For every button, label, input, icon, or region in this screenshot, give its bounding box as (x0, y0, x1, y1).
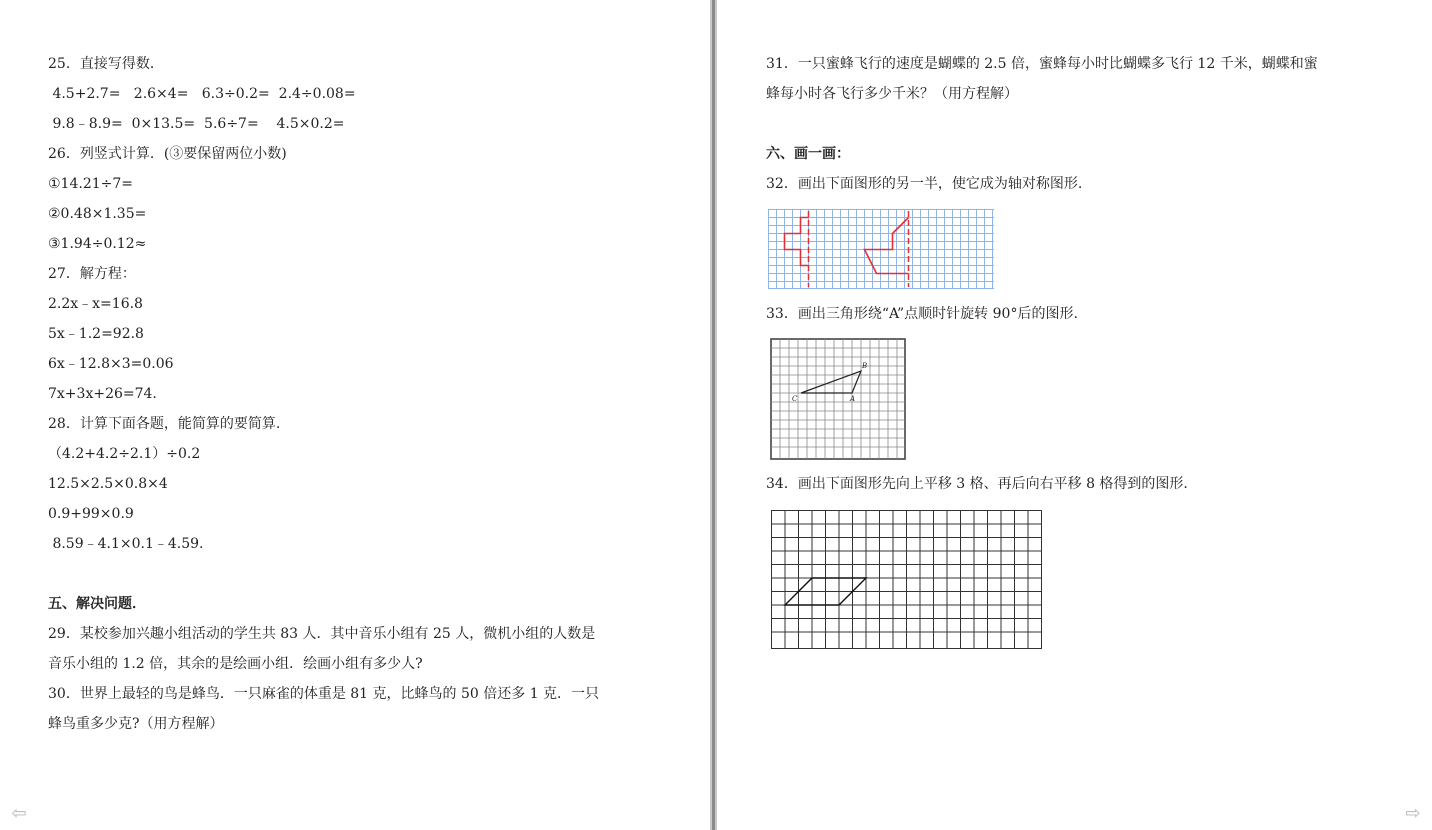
q28-item1: （4.2+4.2÷2.1）÷0.2 (48, 446, 201, 462)
q32-symmetry-figure (768, 209, 994, 289)
q28-title: 28．计算下面各题，能简算的要简算. (48, 416, 281, 432)
q30-line2: 蜂鸟重多少克?（用方程解） (48, 716, 224, 732)
q29-line1: 29．某校参加兴趣小组活动的学生共 83 人．其中音乐小组有 25 人，微机小组的人数是 (48, 626, 596, 642)
q28-item4: 8.59﹣4.1×0.1﹣4.59. (48, 536, 204, 552)
q27-eq4: 7x+3x+26=74. (48, 386, 157, 402)
q26-item1: ①14.21÷7= (48, 176, 133, 192)
q26-item2: ②0.48×1.35= (48, 206, 147, 222)
next-page-arrow-icon[interactable]: ⇨ (1405, 802, 1421, 824)
document-page-right (717, 0, 1432, 830)
q27-eq1: 2.2x﹣x=16.8 (48, 296, 143, 312)
q33-rotation-figure (770, 338, 906, 460)
q31-line2: 蜂每小时各飞行多少千米？（用方程解） (766, 86, 1018, 102)
previous-page-arrow-icon[interactable]: ⇦ (11, 802, 27, 824)
q26-item3: ③1.94÷0.12≈ (48, 236, 147, 252)
section-6-heading: 六、画一画： (766, 146, 850, 162)
q25-row2: 9.8﹣8.9= 0×13.5= 5.6÷7= 4.5×0.2= (48, 116, 345, 132)
q33-label-c: C (792, 395, 798, 403)
q29-line2: 音乐小组的 1.2 倍，其余的是绘画小组．绘画小组有多少人? (48, 656, 423, 672)
q34-translation-figure (771, 510, 1045, 650)
q33-label-a: A (850, 395, 856, 403)
q30-line1: 30．世界上最轻的鸟是蜂鸟．一只麻雀的体重是 81 克，比蜂鸟的 50 倍还多 1 克．一只 (48, 686, 600, 702)
q27-eq3: 6x﹣12.8×3=0.06 (48, 356, 174, 372)
q28-item3: 0.9+99×0.9 (48, 506, 134, 522)
page-divider (710, 0, 717, 830)
q34-grid (771, 510, 1042, 649)
q31-line1: 31．一只蜜蜂飞行的速度是蝴蝶的 2.5 倍，蜜蜂每小时比蝴蝶多飞行 12 千米，蝴蝶和蜜 (766, 56, 1318, 72)
q34-title: 34．画出下面图形先向上平移 3 格、再后向右平移 8 格得到的图形. (766, 476, 1188, 492)
document-page-left (0, 0, 710, 830)
q28-item2: 12.5×2.5×0.8×4 (48, 476, 168, 492)
q33-title: 33．画出三角形绕“A”点顺时针旋转 90°后的图形. (766, 306, 1078, 322)
q25-row1: 4.5+2.7= 2.6×4= 6.3÷0.2= 2.4÷0.08= (48, 86, 356, 102)
q27-title: 27．解方程： (48, 266, 136, 282)
q26-title: 26．列竖式计算．(③要保留两位小数) (48, 146, 287, 162)
section-5-heading: 五、解决问题． (48, 596, 146, 612)
q32-title: 32．画出下面图形的另一半，使它成为轴对称图形. (766, 176, 1083, 192)
q27-eq2: 5x﹣1.2=92.8 (48, 326, 144, 342)
q33-label-b: B (862, 362, 868, 370)
q25-title: 25．直接写得数． (48, 56, 164, 72)
